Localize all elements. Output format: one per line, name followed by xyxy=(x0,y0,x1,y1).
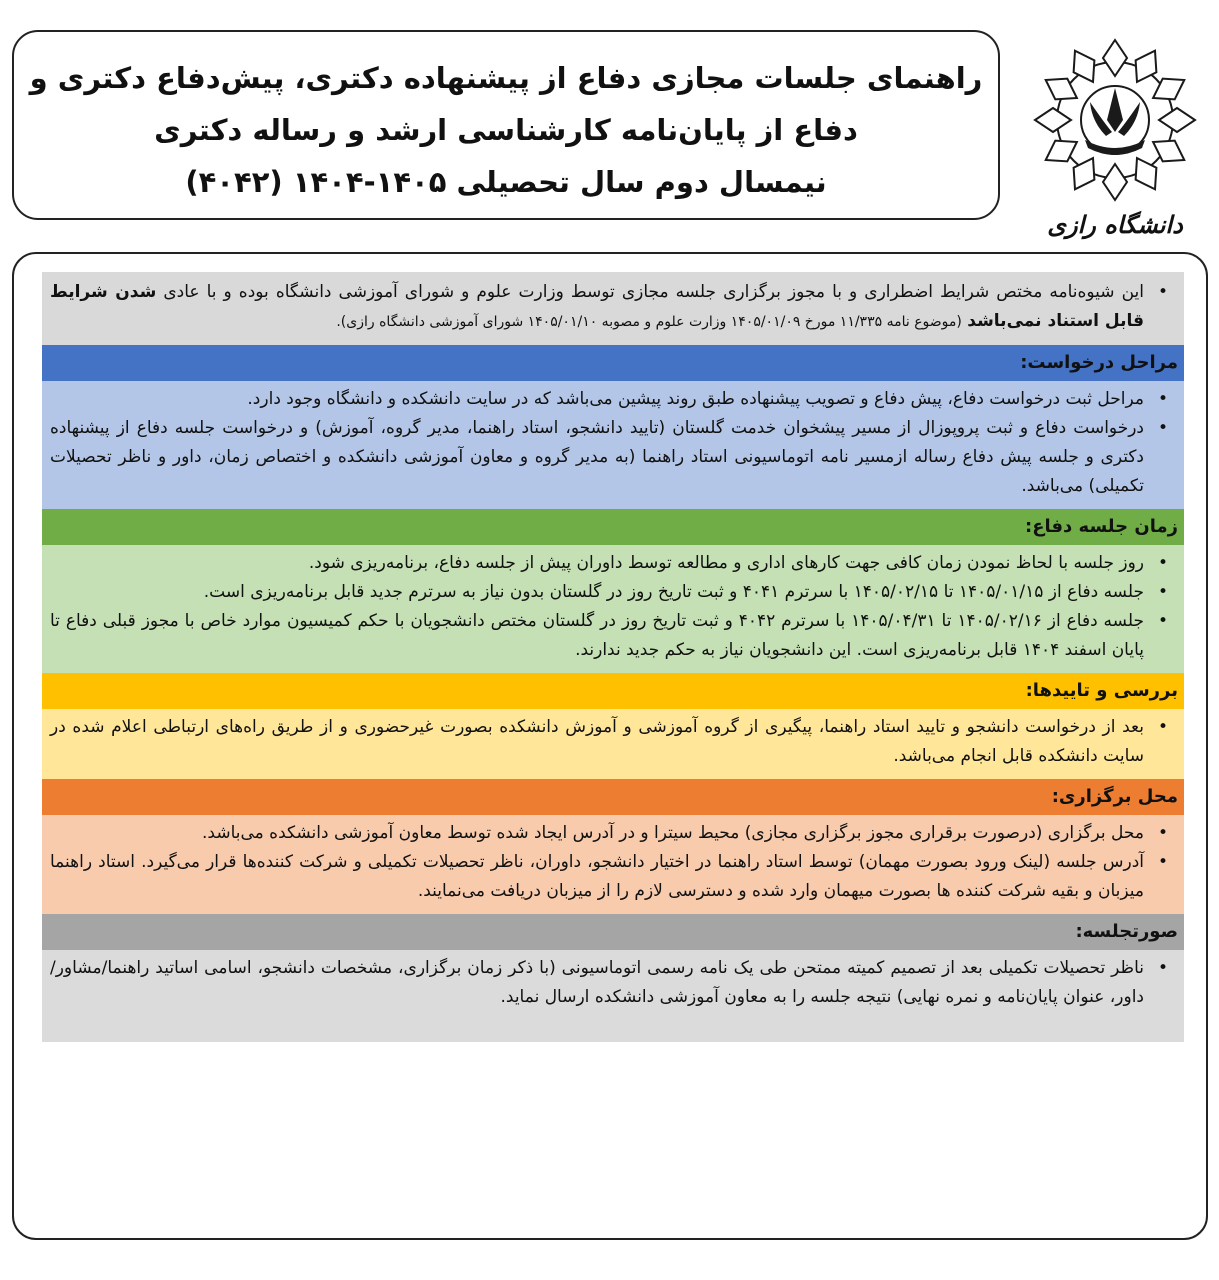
university-logo xyxy=(1030,32,1200,242)
razi-university-logo-icon xyxy=(1030,32,1200,207)
intro-section xyxy=(42,272,1184,345)
intro-bullet xyxy=(42,278,1184,337)
list-item: • آدرس جلسه (لینک ورود بصورت مهمان) توسط استاد راهنما در اختیار دانشجو، داوران، ناظر تحصیلات تکمیلی و شرکت کننده‌ها قرار می‌گیرد. استاد راهنما میزبان و بقیه شرکت کننده ها بصورت میهمان وارد شده و دسترسی لازم را از میزبان دریافت می‌نمایند. xyxy=(42,848,1184,906)
title-line-3: نیمسال دوم سال تحصیلی ۱۴۰۵-۱۴۰۴ (۴۰۴۲) xyxy=(185,165,827,199)
list-item: • مراحل ثبت درخواست دفاع، پیش دفاع و تصویب پیشنهاده طبق روند پیشین می‌باشد که در سایت دانشکده و دانشگاه وجود دارد. xyxy=(42,385,1184,414)
section-header-minutes: صورتجلسه: xyxy=(42,914,1184,950)
list-item: • جلسه دفاع از ۱۴۰۵/۰۱/۱۵ تا ۱۴۰۵/۰۲/۱۵ با سرترم ۴۰۴۱ و ثبت تاریخ روز در گلستان بدون نیاز به سرترم جدید قابل برنامه‌ریزی است. xyxy=(42,578,1184,607)
section-header-request: مراحل درخواست: xyxy=(42,345,1184,381)
list-item: • جلسه دفاع از ۱۴۰۵/۰۲/۱۶ تا ۱۴۰۵/۰۴/۳۱ با سرترم ۴۰۴۲ و ثبت تاریخ روز در گلستان مختص دانشجویان با حکم کمیسیون موارد خاص با مجوز قبلی دفاع تا پایان اسفند ۱۴۰۴ قابل برنامه‌ریزی است. این دانشجویان نیاز به حکم جدید ندارند. xyxy=(42,607,1184,665)
section-body-review xyxy=(42,709,1184,779)
section-body-time xyxy=(42,545,1184,673)
section-header-review: بررسی و تاییدها: xyxy=(42,673,1184,709)
list-item: • محل برگزاری (درصورت برقراری مجوز برگزاری مجازی) محیط سیترا و در آدرس ایجاد شده توسط معاون آموزشی دانشکده می‌باشد. xyxy=(42,819,1184,848)
list-item: • درخواست دفاع و ثبت پروپوزال از مسیر پیشخوان خدمت گلستان (تایید دانشجو، استاد راهنما، مدیر گروه، آموزش) و درخواست جلسه دفاع از پیشنهاده دکتری و جلسه پیش دفاع رساله ازمسیر نامه اتوماسیونی استاد راهنما (به مدیر گروه و معاون آموزشی دانشکده و اختصاص زمان، داور و ناظر تحصیلات تکمیلی) می‌باشد. xyxy=(42,414,1184,501)
section-body-request xyxy=(42,381,1184,509)
section-body-venue xyxy=(42,815,1184,914)
list-item: • ناظر تحصیلات تکمیلی بعد از تصمیم کمیته ممتحن طی یک نامه رسمی اتوماسیونی (با ذکر زمان برگزاری، مشخصات دانشجو، اسامی اساتید راهنما/مشاور/داور، عنوان پایان‌نامه و نمره نهایی) نتیجه جلسه را به معاون آموزشی دانشکده ارسال نماید. xyxy=(42,954,1184,1012)
section-header-venue: محل برگزاری: xyxy=(42,779,1184,815)
section-body-minutes xyxy=(42,950,1184,1042)
content xyxy=(42,272,1184,1042)
intro-small-text: (موضوع نامه ۱۱/۳۳۵ مورخ ۱۴۰۵/۰۱/۰۹ وزارت علوم و مصوبه ۱۴۰۵/۰۱/۱۰ شورای آموزشی دانشگاه رازی). xyxy=(336,314,962,330)
logo-caption: دانشگاه رازی xyxy=(1047,210,1183,239)
title-box xyxy=(12,30,1000,220)
list-item: • روز جلسه با لحاظ نمودن زمان کافی جهت کارهای اداری و مطالعه توسط داوران پیش از جلسه دفاع، برنامه‌ریزی شود. xyxy=(42,549,1184,578)
list-item: • بعد از درخواست دانشجو و تایید استاد راهنما، پیگیری از گروه آموزشی و آموزش دانشکده بصورت غیرحضوری و از طریق راه‌های ارتباطی اعلام شده در سایت دانشکده قابل انجام می‌باشد. xyxy=(42,713,1184,771)
intro-text: این شیوه‌نامه مختص شرایط اضطراری و با مجوز برگزاری جلسه مجازی توسط وزارت علوم و شورای آموزشی دانشگاه بوده و با عادی xyxy=(163,282,1144,302)
title-line-1: راهنمای جلسات مجازی دفاع از پیشنهاده دکتری، پیش‌دفاع دکتری و xyxy=(29,61,983,95)
intro-bold-text: شدن شرایط قابل استناد نمی‌باشد xyxy=(50,282,1144,331)
section-header-time: زمان جلسه دفاع: xyxy=(42,509,1184,545)
title-line-2: دفاع از پایان‌نامه کارشناسی ارشد و رساله دکتری xyxy=(154,113,858,147)
